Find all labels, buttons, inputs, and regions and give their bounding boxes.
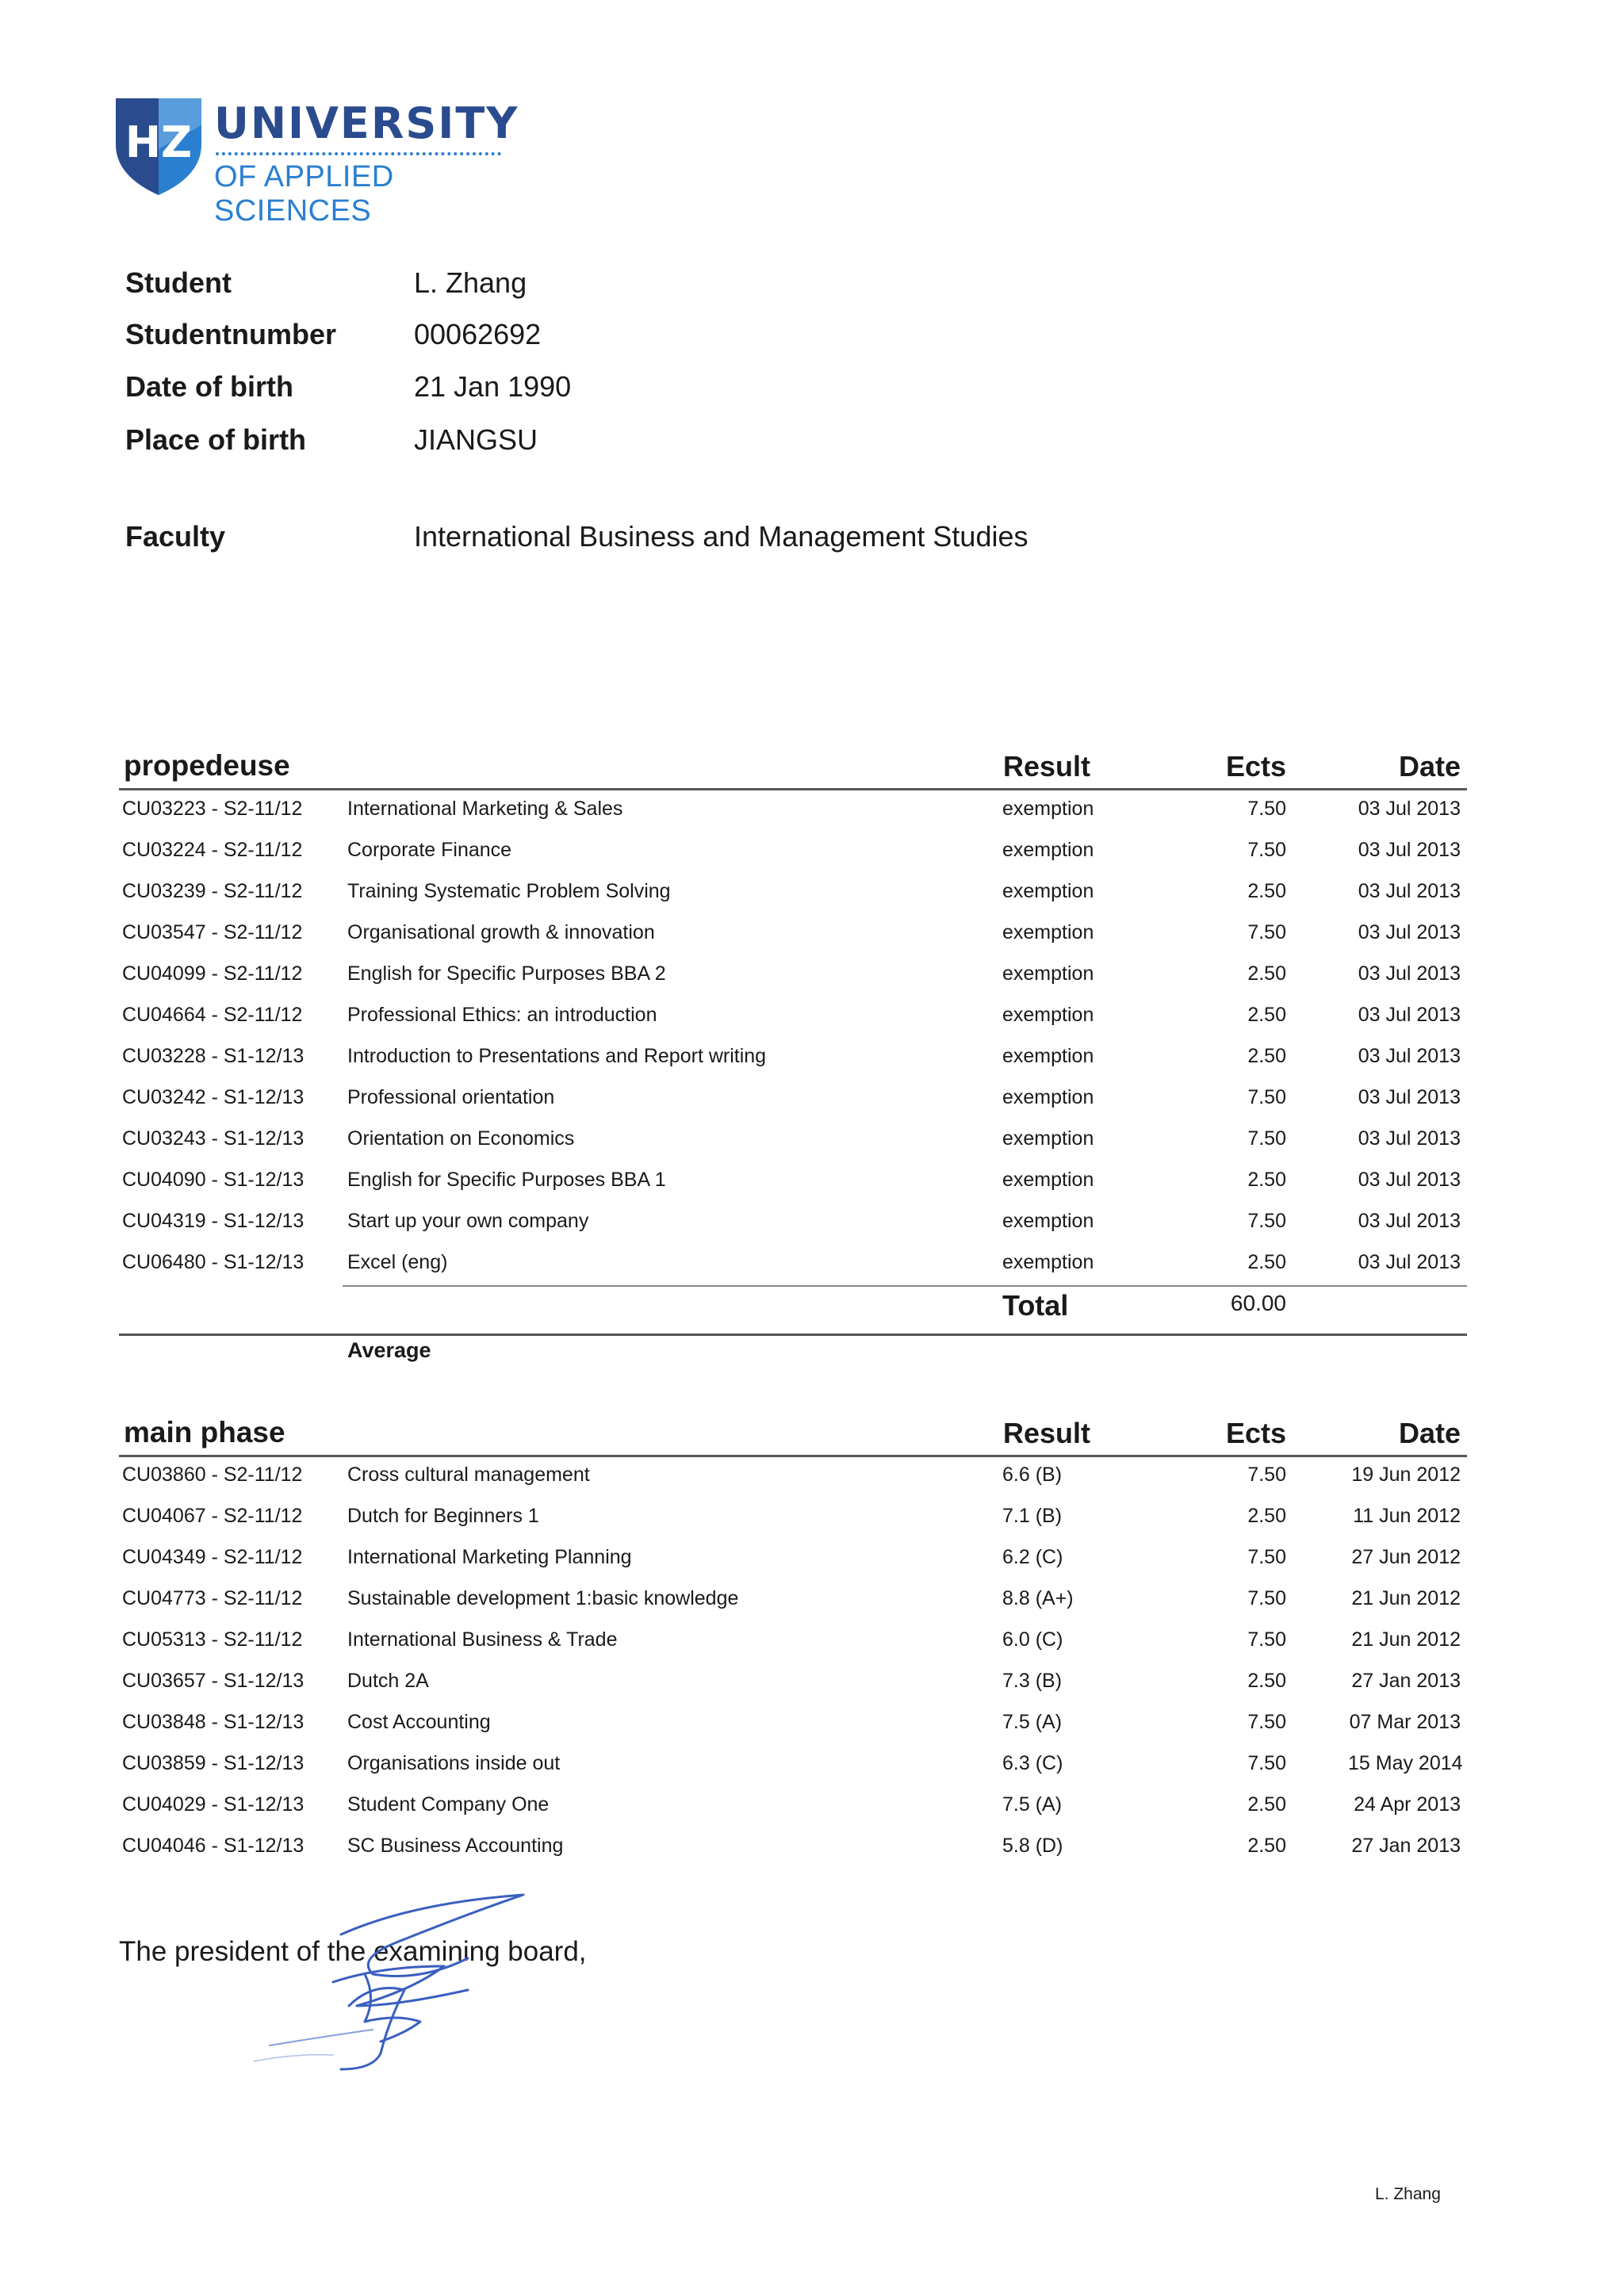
average-label: Average <box>347 1338 431 1362</box>
main-phase-row <box>0 1747 1624 1789</box>
course-ects: 2.50 <box>1247 1835 1286 1857</box>
course-name: Dutch for Beginners 1 <box>347 1505 539 1527</box>
course-result: 8.8 (A+) <box>1002 1587 1074 1609</box>
course-code: CU03848 - S1-12/13 <box>122 1711 304 1733</box>
course-ects: 7.50 <box>1247 798 1286 820</box>
course-ects: 2.50 <box>1247 880 1286 902</box>
course-code: CU04090 - S1-12/13 <box>122 1169 304 1191</box>
studentnumber-label: Studentnumber <box>125 318 336 350</box>
course-date: 07 Mar 2013 <box>1349 1711 1461 1733</box>
course-result: exemption <box>1002 1045 1094 1067</box>
course-result: exemption <box>1002 1169 1094 1191</box>
propedeuse-bottom-rule <box>119 1334 1467 1336</box>
course-ects: 7.50 <box>1247 1210 1286 1232</box>
course-ects: 7.50 <box>1247 1086 1286 1108</box>
course-result: 6.0 (C) <box>1002 1628 1063 1651</box>
main-phase-title: main phase <box>124 1416 285 1448</box>
course-code: CU03228 - S1-12/13 <box>122 1045 304 1067</box>
course-date: 03 Jul 2013 <box>1358 1004 1461 1026</box>
main-phase-row <box>0 1706 1624 1747</box>
date-of-birth-label: Date of birth <box>125 370 293 403</box>
logo-divider <box>216 152 501 155</box>
course-ects: 2.50 <box>1247 1045 1286 1067</box>
course-ects: 7.50 <box>1247 921 1286 943</box>
main-phase-row <box>0 1541 1624 1582</box>
course-name: Training Systematic Problem Solving <box>347 880 671 902</box>
course-code: CU03242 - S1-12/13 <box>122 1086 304 1108</box>
course-code: CU04029 - S1-12/13 <box>122 1793 304 1816</box>
course-code: CU04046 - S1-12/13 <box>122 1835 304 1857</box>
main-phase-header-rule <box>119 1455 1467 1457</box>
logo-title: UNIVERSITY <box>214 98 519 148</box>
course-code: CU04319 - S1-12/13 <box>122 1210 304 1232</box>
main-phase-row <box>0 1830 1624 1871</box>
course-name: SC Business Accounting <box>347 1835 564 1857</box>
course-ects: 2.50 <box>1247 962 1286 985</box>
course-code: CU03657 - S1-12/13 <box>122 1670 304 1692</box>
signature-scribble-icon <box>238 1887 555 2077</box>
course-result: exemption <box>1002 1210 1094 1232</box>
main-phase-row <box>0 1582 1624 1624</box>
course-date: 27 Jan 2013 <box>1351 1835 1461 1857</box>
course-date: 03 Jul 2013 <box>1358 962 1461 985</box>
course-date: 21 Jun 2012 <box>1351 1628 1461 1651</box>
propedeuse-header-rule <box>119 788 1467 790</box>
course-name: Sustainable development 1:basic knowledge <box>347 1587 739 1609</box>
course-code: CU04099 - S2-11/12 <box>122 962 303 985</box>
course-code: CU04349 - S2-11/12 <box>122 1546 303 1568</box>
course-ects: 7.50 <box>1247 1546 1286 1568</box>
course-date: 03 Jul 2013 <box>1358 1169 1461 1191</box>
propedeuse-row <box>0 1081 1624 1123</box>
logo-subtitle: OF APPLIED SCIENCES <box>214 160 394 228</box>
course-ects: 2.50 <box>1247 1505 1286 1527</box>
course-date: 11 Jun 2012 <box>1353 1505 1461 1527</box>
propedeuse-row <box>0 1205 1624 1246</box>
course-name: International Business & Trade <box>347 1628 618 1651</box>
course-date: 03 Jul 2013 <box>1358 798 1461 820</box>
course-date: 19 Jun 2012 <box>1351 1464 1461 1486</box>
course-result: exemption <box>1002 921 1094 943</box>
course-code: CU05313 - S2-11/12 <box>122 1628 303 1651</box>
course-result: 7.5 (A) <box>1002 1793 1063 1816</box>
closing-text: The president of the examining board, <box>119 1936 587 1967</box>
propedeuse-row <box>0 916 1624 958</box>
course-result: 7.1 (B) <box>1002 1505 1063 1527</box>
main-phase-row <box>0 1459 1624 1500</box>
course-date: 03 Jul 2013 <box>1358 880 1461 902</box>
course-ects: 7.50 <box>1247 1127 1286 1150</box>
course-code: CU03223 - S2-11/12 <box>122 798 303 820</box>
main-phase-date-header: Date <box>1398 1417 1461 1449</box>
course-date: 03 Jul 2013 <box>1358 1210 1461 1232</box>
course-result: exemption <box>1002 1004 1094 1026</box>
course-name: Organisational growth & innovation <box>347 921 655 943</box>
course-name: English for Specific Purposes BBA 1 <box>347 1169 666 1191</box>
course-ects: 7.50 <box>1247 839 1286 861</box>
propedeuse-title: propedeuse <box>124 749 290 782</box>
course-result: 6.6 (B) <box>1002 1464 1063 1486</box>
course-ects: 7.50 <box>1247 1628 1286 1651</box>
university-logo <box>111 94 523 228</box>
propedeuse-row <box>0 1040 1624 1081</box>
course-code: CU03860 - S2-11/12 <box>122 1464 303 1486</box>
propedeuse-row <box>0 834 1624 875</box>
course-code: CU04664 - S2-11/12 <box>122 1004 303 1026</box>
course-code: CU03224 - S2-11/12 <box>122 839 303 861</box>
course-name: Professional Ethics: an introduction <box>347 1004 657 1026</box>
course-ects: 7.50 <box>1247 1464 1286 1486</box>
course-date: 24 Apr 2013 <box>1354 1793 1461 1816</box>
course-result: 7.5 (A) <box>1002 1711 1063 1733</box>
student-value: L. Zhang <box>414 266 527 299</box>
faculty-label: Faculty <box>125 520 226 553</box>
course-date: 15 May 2014 <box>1348 1752 1463 1774</box>
faculty-value: International Business and Management Studies <box>414 520 1028 553</box>
course-name: International Marketing Planning <box>347 1546 632 1568</box>
course-result: exemption <box>1002 880 1094 902</box>
main-phase-result-header: Result <box>1003 1417 1091 1449</box>
course-result: 7.3 (B) <box>1002 1670 1063 1692</box>
course-name: Cost Accounting <box>347 1711 491 1733</box>
course-result: exemption <box>1002 1086 1094 1108</box>
student-label: Student <box>125 266 232 299</box>
course-code: CU03547 - S2-11/12 <box>122 921 303 943</box>
course-date: 03 Jul 2013 <box>1358 1127 1461 1150</box>
course-name: Organisations inside out <box>347 1752 561 1774</box>
course-code: CU04067 - S2-11/12 <box>122 1505 303 1527</box>
course-result: exemption <box>1002 1251 1094 1273</box>
course-date: 03 Jul 2013 <box>1358 1251 1461 1273</box>
propedeuse-row <box>0 999 1624 1040</box>
propedeuse-row <box>0 1123 1624 1164</box>
propedeuse-row <box>0 1164 1624 1205</box>
course-code: CU03859 - S1-12/13 <box>122 1752 304 1774</box>
main-phase-row <box>0 1500 1624 1541</box>
studentnumber-value: 00062692 <box>414 318 542 350</box>
course-name: Start up your own company <box>347 1210 589 1232</box>
propedeuse-table <box>0 793 1624 1288</box>
course-name: Excel (eng) <box>347 1251 448 1273</box>
course-code: CU06480 - S1-12/13 <box>122 1251 304 1273</box>
course-name: Student Company One <box>347 1793 550 1816</box>
course-date: 27 Jun 2012 <box>1351 1546 1461 1568</box>
main-phase-table <box>0 1459 1624 1871</box>
course-date: 21 Jun 2012 <box>1351 1587 1461 1609</box>
propedeuse-result-header: Result <box>1003 750 1091 783</box>
course-date: 03 Jul 2013 <box>1358 921 1461 943</box>
total-value: 60.00 <box>1230 1291 1286 1315</box>
course-name: Professional orientation <box>347 1086 555 1108</box>
course-date: 03 Jul 2013 <box>1358 1045 1461 1067</box>
course-result: 5.8 (D) <box>1002 1835 1063 1857</box>
course-date: 03 Jul 2013 <box>1358 1086 1461 1108</box>
main-phase-row <box>0 1624 1624 1665</box>
course-name: International Marketing & Sales <box>347 798 623 820</box>
course-ects: 7.50 <box>1247 1711 1286 1733</box>
course-ects: 2.50 <box>1247 1251 1286 1273</box>
footer-student-name: L. Zhang <box>1375 2185 1441 2203</box>
course-name: Introduction to Presentations and Report writing <box>347 1045 767 1067</box>
propedeuse-row <box>0 1246 1624 1288</box>
propedeuse-row <box>0 875 1624 916</box>
hz-shield-icon <box>111 94 206 198</box>
propedeuse-total-rule <box>343 1285 1467 1287</box>
course-name: Orientation on Economics <box>347 1127 575 1150</box>
course-code: CU04773 - S2-11/12 <box>122 1587 303 1609</box>
course-result: exemption <box>1002 839 1094 861</box>
course-date: 27 Jan 2013 <box>1351 1670 1461 1692</box>
course-code: CU03239 - S2-11/12 <box>122 880 303 902</box>
course-date: 03 Jul 2013 <box>1358 839 1461 861</box>
course-ects: 2.50 <box>1247 1169 1286 1191</box>
course-name: Dutch 2A <box>347 1670 429 1692</box>
course-result: exemption <box>1002 962 1094 985</box>
course-code: CU03243 - S1-12/13 <box>122 1127 304 1150</box>
course-ects: 7.50 <box>1247 1752 1286 1774</box>
logo-mark-text: HZ <box>124 117 193 167</box>
course-name: Cross cultural management <box>347 1464 590 1486</box>
course-result: exemption <box>1002 798 1094 820</box>
place-of-birth-value: JIANGSU <box>414 423 538 456</box>
main-phase-row <box>0 1665 1624 1706</box>
course-result: 6.3 (C) <box>1002 1752 1063 1774</box>
propedeuse-date-header: Date <box>1398 750 1461 783</box>
place-of-birth-label: Place of birth <box>125 423 307 456</box>
propedeuse-row <box>0 793 1624 834</box>
course-ects: 2.50 <box>1247 1004 1286 1026</box>
main-phase-row <box>0 1789 1624 1830</box>
total-label: Total <box>1002 1289 1069 1322</box>
course-ects: 7.50 <box>1247 1587 1286 1609</box>
main-phase-ects-header: Ects <box>1225 1417 1286 1449</box>
course-name: Corporate Finance <box>347 839 512 861</box>
course-name: English for Specific Purposes BBA 2 <box>347 962 666 985</box>
date-of-birth-value: 21 Jan 1990 <box>414 370 572 403</box>
course-result: exemption <box>1002 1127 1094 1150</box>
propedeuse-ects-header: Ects <box>1225 750 1286 783</box>
course-result: 6.2 (C) <box>1002 1546 1063 1568</box>
course-ects: 2.50 <box>1247 1793 1286 1816</box>
course-ects: 2.50 <box>1247 1670 1286 1692</box>
propedeuse-row <box>0 958 1624 999</box>
